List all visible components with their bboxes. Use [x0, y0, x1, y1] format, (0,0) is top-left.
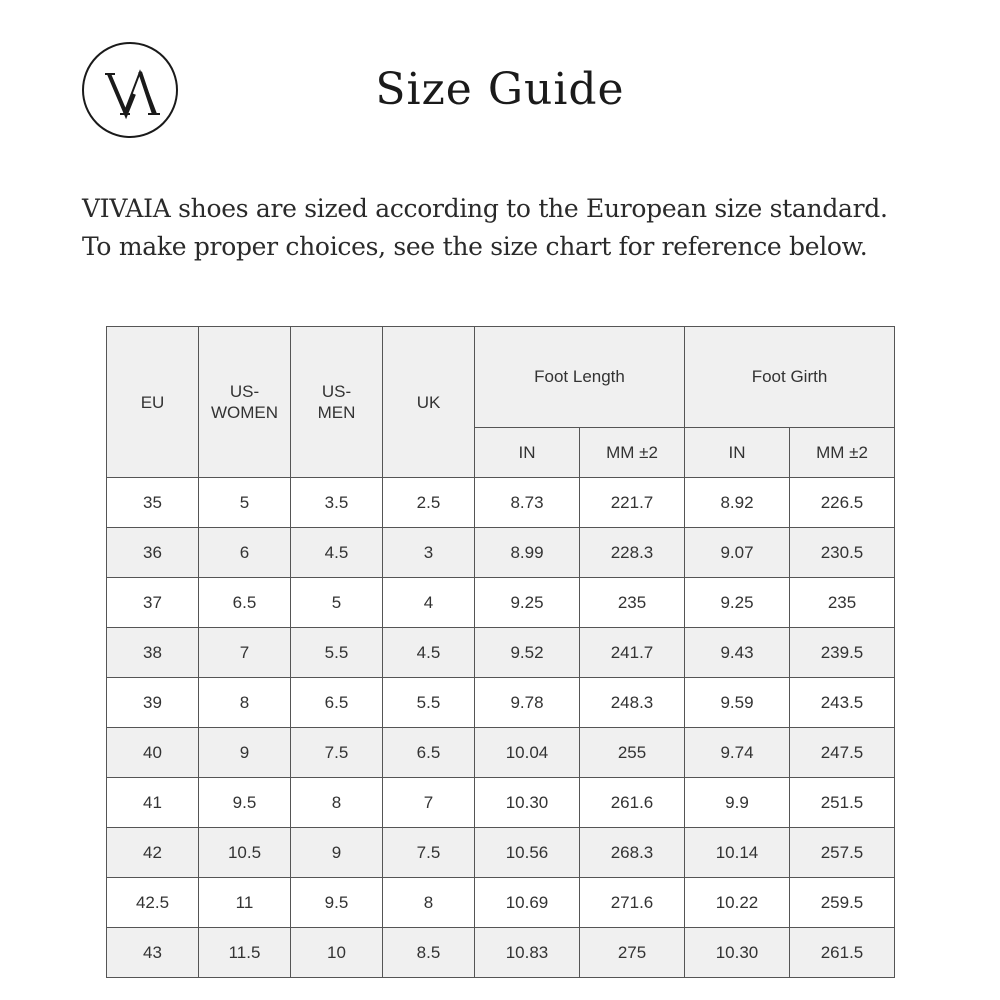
cell-foot-length-in: 8.73: [475, 478, 580, 528]
cell-foot-length-mm: 261.6: [580, 778, 685, 828]
cell-eu: 37: [107, 578, 199, 628]
intro-text: [82, 190, 962, 266]
cell-foot-girth-in: 9.59: [685, 678, 790, 728]
cell-foot-length-in: 10.56: [475, 828, 580, 878]
cell-uk: 7: [383, 778, 475, 828]
cell-foot-length-mm: 268.3: [580, 828, 685, 878]
table-row: [107, 728, 895, 778]
cell-uk: 4.5: [383, 628, 475, 678]
table-row: [107, 828, 895, 878]
cell-us-men: 6.5: [291, 678, 383, 728]
cell-foot-girth-mm: 251.5: [790, 778, 895, 828]
cell-foot-length-in: 10.69: [475, 878, 580, 928]
cell-foot-girth-mm: 261.5: [790, 928, 895, 978]
cell-us-men: 9: [291, 828, 383, 878]
cell-foot-girth-in: 9.25: [685, 578, 790, 628]
cell-us-men: 5.5: [291, 628, 383, 678]
cell-us-women: 6.5: [199, 578, 291, 628]
cell-us-men: 10: [291, 928, 383, 978]
cell-us-women: 6: [199, 528, 291, 578]
cell-uk: 8.5: [383, 928, 475, 978]
cell-us-men: 4.5: [291, 528, 383, 578]
cell-us-women: 8: [199, 678, 291, 728]
cell-uk: 3: [383, 528, 475, 578]
cell-us-men: 7.5: [291, 728, 383, 778]
cell-us-women: 11.5: [199, 928, 291, 978]
cell-eu: 41: [107, 778, 199, 828]
cell-us-women: 10.5: [199, 828, 291, 878]
cell-foot-girth-mm: 243.5: [790, 678, 895, 728]
intro-line-1: VIVAIA shoes are sized according to the European size standard.: [82, 194, 888, 223]
cell-uk: 2.5: [383, 478, 475, 528]
cell-foot-girth-in: 9.43: [685, 628, 790, 678]
page-title: Size Guide: [375, 64, 625, 115]
cell-uk: 6.5: [383, 728, 475, 778]
cell-foot-girth-in: 10.22: [685, 878, 790, 928]
cell-eu: 39: [107, 678, 199, 728]
cell-uk: 8: [383, 878, 475, 928]
cell-foot-length-in: 10.30: [475, 778, 580, 828]
cell-eu: 36: [107, 528, 199, 578]
table-row: [107, 928, 895, 978]
cell-foot-length-in: 9.25: [475, 578, 580, 628]
cell-us-men: 9.5: [291, 878, 383, 928]
header-foot-length: Foot Length: [475, 327, 685, 428]
cell-foot-length-mm: 228.3: [580, 528, 685, 578]
cell-foot-girth-in: 9.74: [685, 728, 790, 778]
cell-foot-length-in: 9.52: [475, 628, 580, 678]
table-row: [107, 528, 895, 578]
cell-us-men: 8: [291, 778, 383, 828]
header-foot-girth: Foot Girth: [685, 327, 895, 428]
cell-foot-length-mm: 248.3: [580, 678, 685, 728]
cell-foot-girth-mm: 235: [790, 578, 895, 628]
cell-foot-girth-in: 10.14: [685, 828, 790, 878]
table-row: [107, 778, 895, 828]
cell-foot-girth-mm: 259.5: [790, 878, 895, 928]
header-foot-length-mm: MM ±2: [580, 428, 685, 478]
cell-us-women: 9: [199, 728, 291, 778]
cell-foot-length-mm: 255: [580, 728, 685, 778]
cell-foot-length-mm: 271.6: [580, 878, 685, 928]
cell-foot-length-in: 9.78: [475, 678, 580, 728]
cell-foot-girth-mm: 239.5: [790, 628, 895, 678]
table-row: [107, 628, 895, 678]
header-eu: EU: [107, 327, 199, 478]
table-row: [107, 578, 895, 628]
cell-foot-girth-mm: 230.5: [790, 528, 895, 578]
cell-eu: 43: [107, 928, 199, 978]
intro-line-2: To make proper choices, see the size chart for reference below.: [82, 232, 868, 261]
size-chart-table: [106, 326, 895, 978]
size-chart-body: [107, 478, 895, 978]
table-row: [107, 878, 895, 928]
table-row: [107, 678, 895, 728]
cell-us-women: 5: [199, 478, 291, 528]
header-uk: UK: [383, 327, 475, 478]
cell-foot-girth-in: 9.07: [685, 528, 790, 578]
cell-uk: 5.5: [383, 678, 475, 728]
cell-foot-length-mm: 235: [580, 578, 685, 628]
cell-us-women: 7: [199, 628, 291, 678]
cell-foot-length-mm: 275: [580, 928, 685, 978]
header-foot-girth-mm: MM ±2: [790, 428, 895, 478]
cell-foot-length-mm: 241.7: [580, 628, 685, 678]
header-us-men: US- MEN: [291, 327, 383, 478]
cell-us-women: 9.5: [199, 778, 291, 828]
cell-foot-girth-in: 10.30: [685, 928, 790, 978]
cell-eu: 42: [107, 828, 199, 878]
cell-eu: 38: [107, 628, 199, 678]
cell-uk: 4: [383, 578, 475, 628]
cell-eu: 42.5: [107, 878, 199, 928]
cell-foot-length-in: 8.99: [475, 528, 580, 578]
cell-eu: 35: [107, 478, 199, 528]
header-foot-length-in: IN: [475, 428, 580, 478]
cell-foot-girth-mm: 247.5: [790, 728, 895, 778]
cell-us-women: 11: [199, 878, 291, 928]
cell-foot-girth-in: 8.92: [685, 478, 790, 528]
cell-foot-length-in: 10.83: [475, 928, 580, 978]
cell-foot-length-in: 10.04: [475, 728, 580, 778]
cell-foot-girth-mm: 257.5: [790, 828, 895, 878]
header-us-women: US- WOMEN: [199, 327, 291, 478]
cell-us-men: 5: [291, 578, 383, 628]
table-row: [107, 478, 895, 528]
cell-eu: 40: [107, 728, 199, 778]
cell-uk: 7.5: [383, 828, 475, 878]
cell-foot-girth-mm: 226.5: [790, 478, 895, 528]
cell-foot-girth-in: 9.9: [685, 778, 790, 828]
header-foot-girth-in: IN: [685, 428, 790, 478]
cell-foot-length-mm: 221.7: [580, 478, 685, 528]
cell-us-men: 3.5: [291, 478, 383, 528]
